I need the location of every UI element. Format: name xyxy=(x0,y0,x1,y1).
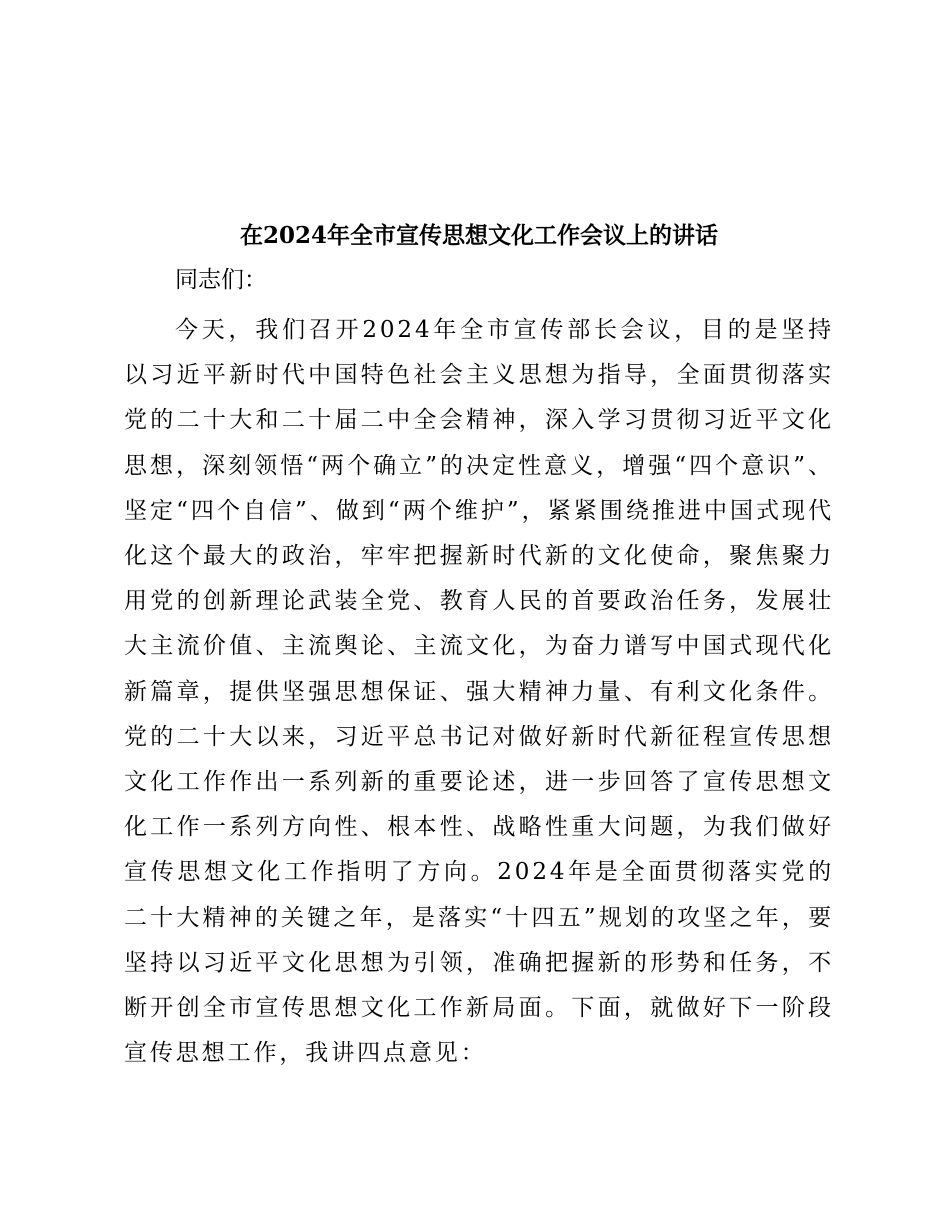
body-paragraph: 今天，我们召开2024年全市宣传部长会议，目的是坚持以习近平新时代中国特色社会主义思想为指导，全面贯彻落实党的二十大和二十届二中全会精神，深入学习贯彻习近平文化思想，深刻领悟“两个确立”的决定性意义，增强“四个意识”、坚定“四个自信”、做到“两个维护”，紧紧围绕推进中国式现代化这个最大的政治，牢牢把握新时代新的文化使命，聚焦聚力用党的创新理论武装全党、教育人民的首要政治任务，发展壮大主流价值、主流舆论、主流文化，为奋力谱写中国式现代化新篇章，提供坚强思想保证、强大精神力量、有利文化条件。党的二十大以来，习近平总书记对做好新时代新征程宣传思想文化工作作出一系列新的重要论述，进一步回答了宣传思想文化工作一系列方向性、根本性、战略性重大问题，为我们做好宣传思想文化工作指明了方向。2024年是全面贯彻落实党的二十大精神的关键之年，是落实“十四五”规划的攻坚之年，要坚持以习近平文化思想为引领，准确把握新的形势和任务，不断开创全市宣传思想文化工作新局面。下面，就做好下一阶段宣传思想工作，我讲四点意见： xyxy=(124,317,834,1067)
document-title: 在2024年全市宣传思想文化工作会议上的讲话 xyxy=(239,222,718,249)
salutation: 同志们： xyxy=(175,267,267,293)
